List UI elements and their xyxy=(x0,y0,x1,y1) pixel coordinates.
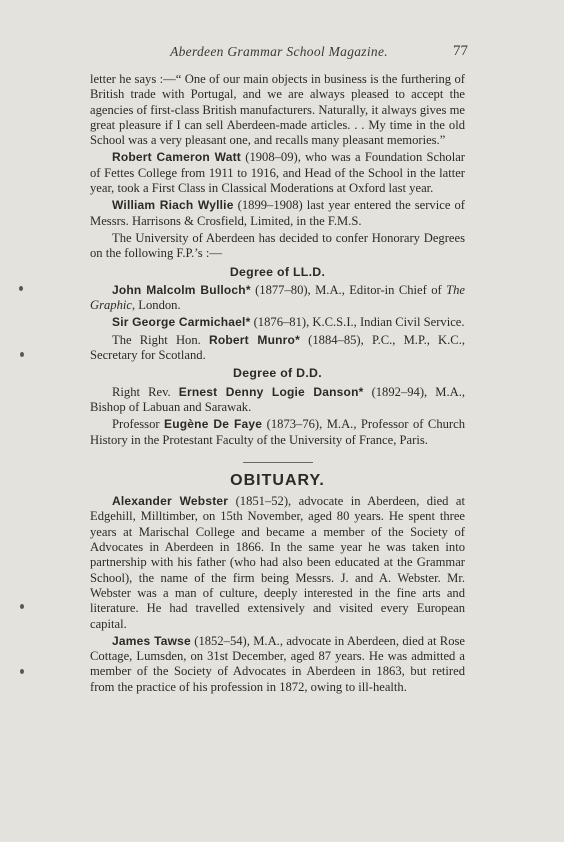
person-name: William Riach Wyllie xyxy=(112,198,234,213)
paragraph-text: The Right Hon. xyxy=(112,332,209,347)
paragraph-text: (1851–52), advocate in Aberdeen, died at Edgehill, Milltimber, on 15th November, aged 80 years. He spent three years at Marischal College and became a member of the Society of Advocates in Aberdeen in 1866. In the same year he was taken into partnership with his father (who had also been educated at the Grammar School), the name of the firm being Messrs. J. and A. Webster. Mr. Webster was a man of culture, deeply interested in the fine arts and literature. He had travelled extensively and visited every European capital. xyxy=(90,494,465,631)
article-body xyxy=(90,72,465,697)
person-name: Alexander Webster xyxy=(112,494,229,509)
paragraph-text: (1852–54), M.A., advocate in Aberdeen, died at Rose Cottage, Lumsden, on 31st December, aged 87 years. He was admitted a member of the Society of Advocates in Aberdeen in 1863, but retired from the practice of his profession in 1872, owing to ill-health. xyxy=(90,633,465,694)
paragraph-text: , London. xyxy=(131,298,181,313)
heading-dd: Degree of D.D. xyxy=(233,366,322,381)
person-name: John Malcolm Bulloch* xyxy=(112,282,251,297)
running-header xyxy=(90,44,468,64)
paragraph-webster xyxy=(90,494,465,632)
paragraph-text: (1884–85), P.C., M.P., K.C., Secretary for Scotland. xyxy=(90,332,465,363)
paragraph-bulloch xyxy=(90,283,465,314)
paragraph-de-faye xyxy=(90,417,465,448)
paragraph-text: Professor xyxy=(112,417,165,432)
margin-mark xyxy=(19,286,23,291)
margin-mark xyxy=(20,352,24,357)
paragraph-text: (1876–81), K.C.S.I., Indian Civil Service. xyxy=(250,315,465,330)
heading-lld: Degree of LL.D. xyxy=(229,264,326,279)
paragraph-text: (1892–94), M.A., Bishop of Labuan and Sarawak. xyxy=(90,384,465,414)
paragraph-wyllie xyxy=(90,198,465,229)
paragraph-munro xyxy=(90,333,465,364)
paragraph-text: (1899–1908) last year entered the service of Messrs. Harrisons & Crosfield, Limited, in the F.M.S. xyxy=(90,198,465,228)
paragraph-letter: letter he says :—“ One of our main objects in business is the furthering of British trade with Portugal, and we are always pleased to accept the agencies of first-class British manufacturers. Naturally, it always gives me great pleasure if I can sell Aberdeen-made articles. . . My time in the old School was a very pleasant one, and recalls many pleasant memories.” xyxy=(90,72,465,148)
page-number: 77 xyxy=(453,43,468,59)
section-divider xyxy=(243,462,313,463)
person-name: Robert Cameron Watt xyxy=(112,150,241,165)
paragraph-text: (1908–09), who was a Foundation Scholar of Fettes College from 1911 to 1916, and Head of the School in the latter year, took a First Class in Classical Moderations at Oxford last year. xyxy=(90,150,465,196)
paragraph-danson xyxy=(90,385,465,416)
person-name: Ernest Denny Logie Danson* xyxy=(178,384,364,399)
person-name: Eugène De Faye xyxy=(164,417,263,432)
person-name: Robert Munro* xyxy=(208,332,300,347)
paragraph-text: (1877–80), M.A., Editor-in Chief of xyxy=(250,282,447,297)
person-name: James Tawse xyxy=(112,633,191,648)
paragraph-honorary-degrees: The University of Aberdeen has decided to confer Honorary Degrees on the following F.P.’s :— xyxy=(90,230,465,261)
paragraph-text: Right Rev. xyxy=(112,384,179,399)
publication-title: The Graphic xyxy=(90,282,465,313)
margin-mark xyxy=(20,669,24,674)
paragraph-tawse xyxy=(90,634,465,695)
obituary-heading: OBITUARY. xyxy=(230,471,325,489)
margin-mark xyxy=(20,604,24,609)
person-name: Sir George Carmichael* xyxy=(112,315,251,330)
paragraph-watt xyxy=(90,150,465,196)
paragraph-text: (1873–76), M.A., Professor of Church History in the Protestant Faculty of the University of France, Paris. xyxy=(90,417,465,447)
magazine-title: Aberdeen Grammar School Magazine. xyxy=(170,44,388,59)
paragraph-carmichael xyxy=(90,315,465,330)
